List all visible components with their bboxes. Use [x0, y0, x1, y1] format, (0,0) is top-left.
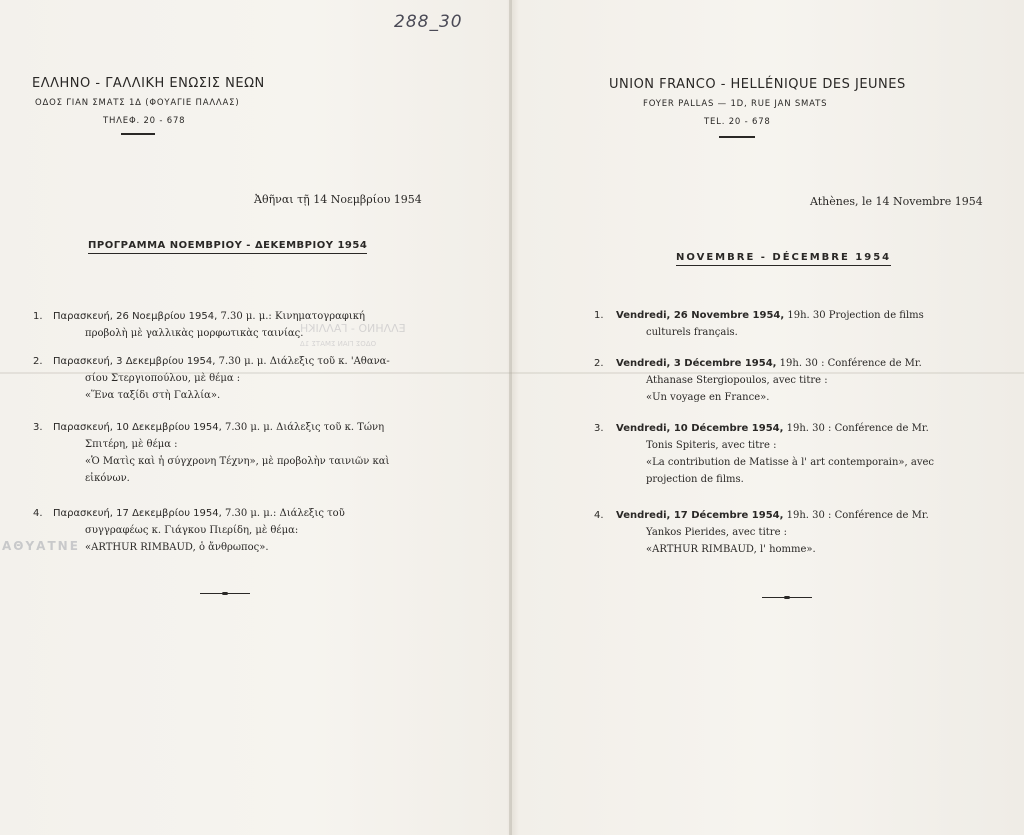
item-line-4: projection de films. [646, 474, 744, 485]
item-number: 1. [33, 311, 43, 322]
greek-header-rule [121, 133, 155, 135]
greek-address: ΟΔΟΣ ΓΙΑΝ ΣΜΑΤΣ 1Δ (ΦΟΥΑΓΙΕ ΠΑΛΛΑΣ) [35, 98, 240, 108]
greek-telephone: ΤΗΛΕΦ. 20 - 678 [103, 116, 186, 126]
item-body [616, 307, 924, 341]
item-line-1: 7.30 μ. μ.: Κινηματογραφική [217, 311, 366, 322]
french-telephone: TEL. 20 - 678 [704, 117, 771, 127]
item-line-2: σίου Στεργιοπούλου, μὲ θέμα : [85, 373, 241, 384]
greek-program-item [33, 419, 433, 489]
item-line-1: 19h. 30 : Conférence de Mr. [776, 358, 922, 369]
item-body [53, 308, 365, 342]
french-program-item [594, 420, 1004, 490]
item-date: Vendredi, 26 Novembre 1954, [616, 310, 785, 321]
item-line-1: 19h. 30 Projection de films [784, 310, 924, 321]
greek-program-item [33, 308, 433, 348]
french-program-item [594, 307, 994, 347]
item-number: 3. [594, 423, 604, 434]
item-number: 2. [33, 356, 43, 367]
item-line-3: «Ὁ Ματὶς καὶ ἡ σύγχρονη Τέχνη», μὲ προβολὴν ταινιῶν καὶ [85, 456, 390, 467]
item-body [616, 355, 922, 406]
item-date: Παρασκευή, 17 Δεκεμβρίου 1954, [53, 508, 222, 519]
item-date: Παρασκευή, 3 Δεκεμβρίου 1954, [53, 356, 216, 367]
item-line-2: culturels français. [646, 327, 738, 338]
item-line-2: Yankos Pierides, avec titre : [646, 527, 788, 538]
item-date: Vendredi, 10 Décembre 1954, [616, 423, 784, 434]
item-number: 1. [594, 310, 604, 321]
item-body [53, 353, 390, 404]
item-line-4: εἰκόνων. [85, 473, 130, 484]
greek-org-name: ΕΛΛΗΝΟ - ΓΑΛΛΙΚΗ ΕΝΩΣΙΣ ΝΕΩΝ [32, 76, 265, 91]
paper-fold-vertical [509, 0, 512, 835]
item-date: Vendredi, 3 Décembre 1954, [616, 358, 777, 369]
offset-ghost-text: ΟΔΟΣ ΓΙΑΝ ΣΜΑΤΣ 1Δ [300, 340, 377, 348]
greek-ornament-dot [222, 592, 228, 595]
greek-program-title: ΠΡΟΓΡΑΜΜΑ ΝΟΕΜΒΡΙΟΥ - ΔΕΚΕΜΒΡΙΟΥ 1954 [88, 240, 367, 254]
french-program-title: NOVEMBRE - DÉCEMBRE 1954 [676, 252, 891, 266]
item-line-1: 19h. 30 : Conférence de Mr. [783, 510, 929, 521]
french-ornament-dot [784, 596, 790, 599]
item-line-3: «ARTHUR RIMBAUD, l' homme». [646, 544, 816, 555]
french-org-name: UNION FRANCO - HELLÉNIQUE DES JEUNES [609, 77, 906, 92]
item-line-1: 19h. 30 : Conférence de Mr. [783, 423, 929, 434]
item-line-2: Tonis Spiteris, avec titre : [646, 440, 777, 451]
greek-date: Ἀθῆναι τῇ 14 Νοεμβρίου 1954 [254, 193, 422, 206]
item-line-2: συγγραφέως κ. Γιάγκου Πιερίδη, μὲ θέμα: [85, 525, 299, 536]
item-body [53, 419, 389, 487]
item-number: 4. [33, 508, 43, 519]
item-line-3: «Un voyage en France». [646, 392, 770, 403]
item-number: 2. [594, 358, 604, 369]
french-date: Athènes, le 14 Novembre 1954 [810, 195, 983, 208]
item-line-2: Athanase Stergiopoulos, avec titre : [646, 375, 828, 386]
item-date: Παρασκευή, 10 Δεκεμβρίου 1954, [53, 422, 222, 433]
item-number: 3. [33, 422, 43, 433]
french-program-item [594, 507, 994, 563]
item-line-1: 7.30 μ. μ. Διάλεξις τοῦ κ. 'Αθανα- [215, 356, 390, 367]
greek-faded-stamp: ΑΘΥΑΤΝΕ [2, 539, 80, 553]
item-line-3: «Ἕνα ταξίδι στὴ Γαλλία». [85, 390, 221, 401]
greek-program-item [33, 505, 433, 561]
offset-ghost-text: ΕΛΛΗΝΟ - ΓΑΛΛΙΚΗ [300, 322, 406, 335]
item-date: Παρασκευή, 26 Νοεμβρίου 1954, [53, 311, 218, 322]
item-line-1: 7.30 μ. μ.: Διάλεξις τοῦ [221, 508, 345, 519]
item-number: 4. [594, 510, 604, 521]
french-header-rule [719, 136, 755, 138]
handwritten-reference: 288_30 [394, 12, 463, 32]
item-body [616, 420, 934, 488]
french-address: FOYER PALLAS — 1D, RUE JAN SMATS [643, 99, 828, 109]
item-line-3: «ARTHUR RIMBAUD, ὁ ἄνθρωπος». [85, 542, 269, 553]
item-line-2: προβολὴ μὲ γαλλικὰς μορφωτικὰς ταινίας. [85, 328, 304, 339]
item-line-3: «La contribution de Matisse à l' art contemporain», avec [646, 457, 935, 468]
item-date: Vendredi, 17 Décembre 1954, [616, 510, 784, 521]
item-line-1: 7.30 μ. μ. Διάλεξις τοῦ κ. Τώνη [221, 422, 385, 433]
item-line-2: Σπιτέρη, μὲ θέμα : [85, 439, 178, 450]
french-program-item [594, 355, 994, 411]
item-body [616, 507, 929, 558]
item-body [53, 505, 345, 556]
greek-program-item [33, 353, 433, 409]
